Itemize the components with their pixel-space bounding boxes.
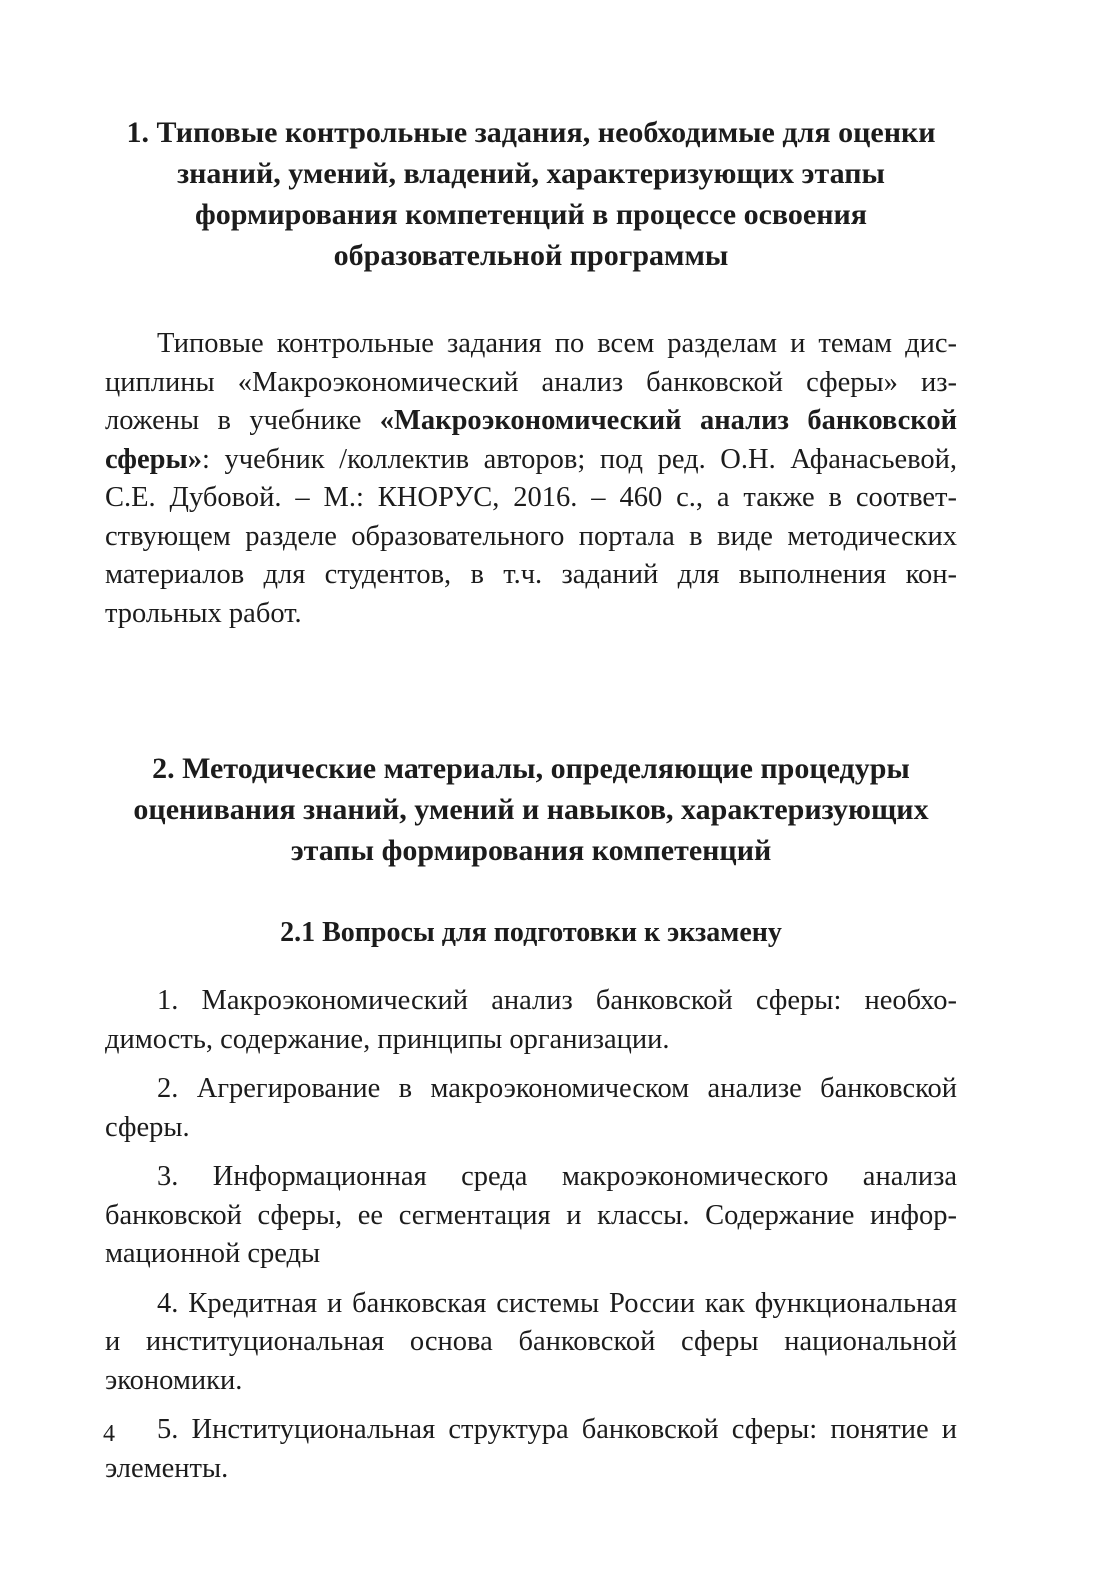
list-item: 1. Макроэкономический анализ банковской сферы: необходимость, содержание, принципы организации.: [105, 985, 957, 1055]
section-1-body-text-start: Типовые контрольные задания по всем разделам и темам дисциплины «Макроэкономический анализ банковской сферы» изложены в учебнике: [105, 328, 957, 436]
page-number: 4: [103, 1421, 115, 1447]
list-item: 5. Институциональная структура банковской сферы: понятие и элементы.: [105, 1414, 957, 1484]
list-item: 2. Агрегирование в макроэкономическом анализе банковской сферы.: [105, 1073, 957, 1143]
section-1-body: [105, 325, 957, 633]
subsection-2-1-heading: 2.1 Вопросы для подготовки к экзамену: [280, 917, 782, 948]
section-1-heading: 1. Типовые контрольные задания, необходимые для оценки знаний, умений, владений, характеризующих этапы формирования компетенций в процессе освоения образовательной программы: [126, 116, 936, 272]
section-1-body-text-end: : учебник /коллектив авторов; под ред. О.Н. Афанасьевой, С.Е. Дубовой. – М.: КНОРУС, 2016. – 460 с., а также в соответствующем разделе образовательного портала в виде методических материалов для студентов, в т.ч. заданий для выполнения контрольных работ.: [105, 443, 957, 629]
exam-questions-list: [105, 982, 957, 1488]
list-item: 4. Кредитная и банковская системы России как функциональная и институциональная основа банковской сферы национальной экономики.: [105, 1287, 957, 1396]
textbook-title: «Макроэкономический анализ банковской сферы»: [105, 405, 957, 475]
list-item: 3. Информационная среда макроэкономического анализа банковской сферы, ее сегментация и классы. Содержание информационной среды: [105, 1161, 957, 1269]
document-page: [105, 112, 957, 1499]
section-2-heading: 2. Методические материалы, определяющие процедуры оценивания знаний, умений и навыков, характеризующих этапы формирования компетенций: [133, 752, 929, 867]
